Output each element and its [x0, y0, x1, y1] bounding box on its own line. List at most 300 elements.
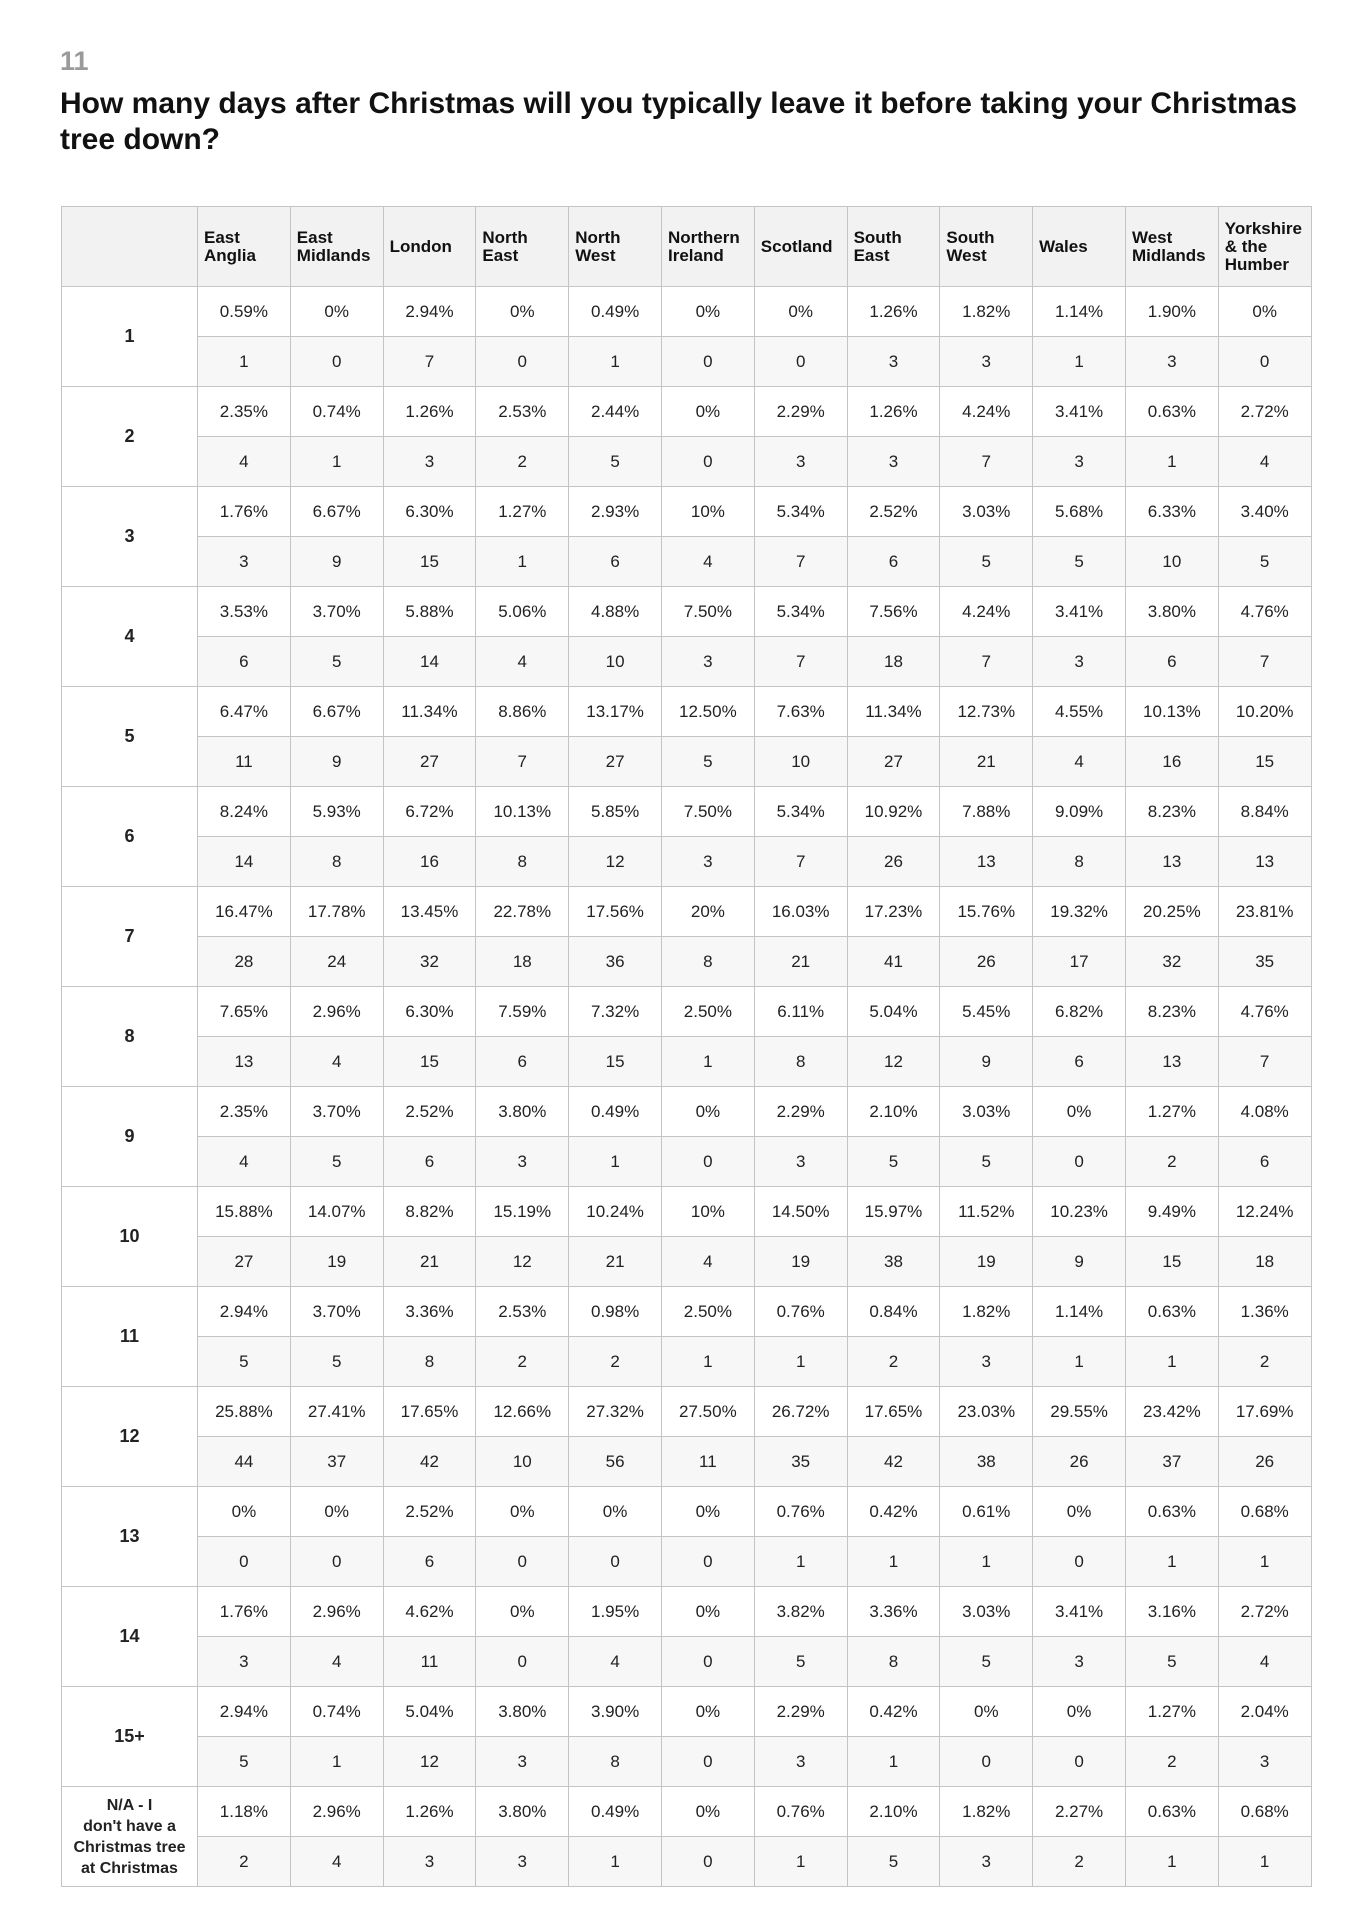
percent-cell: 6.11%: [754, 987, 847, 1037]
percent-cell: 17.23%: [847, 887, 940, 937]
percent-cell: 7.59%: [476, 987, 569, 1037]
percent-cell: 2.52%: [383, 1487, 476, 1537]
table-row-percent: [62, 1387, 1312, 1437]
count-cell: 4: [290, 1837, 383, 1887]
count-cell: 2: [1218, 1337, 1311, 1387]
table-body: [62, 287, 1312, 1887]
percent-cell: 2.04%: [1218, 1687, 1311, 1737]
count-cell: 2: [198, 1837, 291, 1887]
count-cell: 12: [476, 1237, 569, 1287]
percent-cell: 1.90%: [1125, 287, 1218, 337]
table-row-percent: [62, 687, 1312, 737]
percent-cell: 8.23%: [1125, 987, 1218, 1037]
count-cell: 4: [290, 1037, 383, 1087]
count-cell: 6: [1218, 1137, 1311, 1187]
percent-cell: 2.94%: [198, 1287, 291, 1337]
count-cell: 3: [476, 1737, 569, 1787]
count-cell: 0: [290, 337, 383, 387]
count-cell: 37: [290, 1437, 383, 1487]
percent-cell: 10.23%: [1033, 1187, 1126, 1237]
count-cell: 2: [1125, 1137, 1218, 1187]
percent-cell: 7.50%: [661, 587, 754, 637]
text-line: East: [204, 227, 240, 247]
percent-cell: 27.50%: [661, 1387, 754, 1437]
percent-cell: 0.61%: [940, 1487, 1033, 1537]
text-line: 7: [124, 926, 135, 946]
percent-cell: 2.44%: [569, 387, 662, 437]
count-cell: 8: [476, 837, 569, 887]
count-cell: 3: [383, 437, 476, 487]
percent-cell: 0.68%: [1218, 1487, 1311, 1537]
percent-cell: 17.78%: [290, 887, 383, 937]
count-cell: 0: [1033, 1137, 1126, 1187]
percent-cell: 0%: [940, 1687, 1033, 1737]
count-cell: 6: [569, 537, 662, 587]
count-cell: 6: [1033, 1037, 1126, 1087]
row-header: [62, 387, 198, 487]
percent-cell: 14.07%: [290, 1187, 383, 1237]
corner-cell: [62, 207, 198, 287]
count-cell: 41: [847, 937, 940, 987]
percent-cell: 3.90%: [569, 1687, 662, 1737]
count-cell: 3: [940, 337, 1033, 387]
percent-cell: 1.27%: [1125, 1687, 1218, 1737]
count-cell: 28: [198, 937, 291, 987]
percent-cell: 3.70%: [290, 1087, 383, 1137]
count-cell: 3: [383, 1837, 476, 1887]
percent-cell: 0.63%: [1125, 1287, 1218, 1337]
percent-cell: 27.32%: [569, 1387, 662, 1437]
percent-cell: 11.52%: [940, 1187, 1033, 1237]
percent-cell: 2.96%: [290, 987, 383, 1037]
count-cell: 1: [754, 1537, 847, 1587]
row-header: [62, 587, 198, 687]
count-cell: 5: [940, 1637, 1033, 1687]
count-cell: 16: [383, 837, 476, 887]
count-cell: 2: [1033, 1837, 1126, 1887]
count-cell: 6: [847, 537, 940, 587]
percent-cell: 5.34%: [754, 787, 847, 837]
percent-cell: 10.92%: [847, 787, 940, 837]
table-row-percent: [62, 487, 1312, 537]
row-header: [62, 1387, 198, 1487]
column-header: [383, 207, 476, 287]
column-header: [198, 207, 291, 287]
text-line: Scotland: [760, 236, 833, 256]
text-line: 1: [124, 326, 135, 346]
percent-cell: 0.68%: [1218, 1787, 1311, 1837]
count-cell: 1: [290, 437, 383, 487]
count-cell: 21: [754, 937, 847, 987]
text-line: 5: [124, 726, 135, 746]
count-cell: 18: [476, 937, 569, 987]
count-cell: 12: [383, 1737, 476, 1787]
percent-cell: 0.49%: [569, 1787, 662, 1837]
count-cell: 0: [661, 1537, 754, 1587]
percent-cell: 7.63%: [754, 687, 847, 737]
row-header: [62, 487, 198, 587]
percent-cell: 2.50%: [661, 1287, 754, 1337]
percent-cell: 2.96%: [290, 1587, 383, 1637]
count-cell: 5: [940, 1137, 1033, 1187]
percent-cell: 23.03%: [940, 1387, 1033, 1437]
count-cell: 10: [1125, 537, 1218, 587]
text-line: West: [946, 245, 987, 265]
count-cell: 27: [847, 737, 940, 787]
count-cell: 8: [847, 1637, 940, 1687]
count-cell: 6: [198, 637, 291, 687]
percent-cell: 26.72%: [754, 1387, 847, 1437]
percent-cell: 1.26%: [847, 387, 940, 437]
count-cell: 37: [1125, 1437, 1218, 1487]
count-cell: 32: [383, 937, 476, 987]
percent-cell: 0.49%: [569, 287, 662, 337]
count-cell: 1: [1218, 1837, 1311, 1887]
percent-cell: 15.76%: [940, 887, 1033, 937]
percent-cell: 5.06%: [476, 587, 569, 637]
percent-cell: 0.63%: [1125, 1787, 1218, 1837]
percent-cell: 2.29%: [754, 1687, 847, 1737]
percent-cell: 0%: [661, 1587, 754, 1637]
percent-cell: 13.45%: [383, 887, 476, 937]
row-header: [62, 1287, 198, 1387]
count-cell: 9: [1033, 1237, 1126, 1287]
percent-cell: 0.74%: [290, 387, 383, 437]
percent-cell: 0.63%: [1125, 387, 1218, 437]
count-cell: 2: [569, 1337, 662, 1387]
percent-cell: 5.45%: [940, 987, 1033, 1037]
percent-cell: 13.17%: [569, 687, 662, 737]
count-cell: 5: [1125, 1637, 1218, 1687]
percent-cell: 11.34%: [847, 687, 940, 737]
count-cell: 15: [383, 1037, 476, 1087]
percent-cell: 3.80%: [476, 1687, 569, 1737]
count-cell: 13: [940, 837, 1033, 887]
percent-cell: 1.14%: [1033, 287, 1126, 337]
count-cell: 1: [290, 1737, 383, 1787]
text-line: 3: [124, 526, 135, 546]
percent-cell: 0.42%: [847, 1687, 940, 1737]
count-cell: 1: [569, 337, 662, 387]
table-row-count: [62, 1337, 1312, 1387]
count-cell: 4: [1218, 437, 1311, 487]
percent-cell: 5.68%: [1033, 487, 1126, 537]
text-line: 12: [119, 1426, 140, 1446]
percent-cell: 8.82%: [383, 1187, 476, 1237]
column-header: [290, 207, 383, 287]
count-cell: 4: [198, 1137, 291, 1187]
percent-cell: 0.59%: [198, 287, 291, 337]
percent-cell: 4.62%: [383, 1587, 476, 1637]
percent-cell: 0.76%: [754, 1787, 847, 1837]
percent-cell: 5.04%: [383, 1687, 476, 1737]
table-row-percent: [62, 1787, 1312, 1837]
count-cell: 0: [476, 1637, 569, 1687]
count-cell: 1: [569, 1837, 662, 1887]
text-line: 8: [124, 1026, 135, 1046]
count-cell: 10: [754, 737, 847, 787]
percent-cell: 2.96%: [290, 1787, 383, 1837]
percent-cell: 5.88%: [383, 587, 476, 637]
count-cell: 10: [476, 1437, 569, 1487]
percent-cell: 0.76%: [754, 1487, 847, 1537]
percent-cell: 23.81%: [1218, 887, 1311, 937]
count-cell: 3: [198, 1637, 291, 1687]
row-header: [62, 987, 198, 1087]
count-cell: 35: [1218, 937, 1311, 987]
text-line: 2: [124, 426, 135, 446]
count-cell: 21: [383, 1237, 476, 1287]
percent-cell: 8.86%: [476, 687, 569, 737]
percent-cell: 8.23%: [1125, 787, 1218, 837]
percent-cell: 5.34%: [754, 587, 847, 637]
count-cell: 1: [1125, 1337, 1218, 1387]
percent-cell: 6.72%: [383, 787, 476, 837]
percent-cell: 0%: [754, 287, 847, 337]
count-cell: 6: [1125, 637, 1218, 687]
count-cell: 18: [847, 637, 940, 687]
count-cell: 3: [1218, 1737, 1311, 1787]
count-cell: 4: [1218, 1637, 1311, 1687]
percent-cell: 1.27%: [476, 487, 569, 537]
percent-cell: 0.76%: [754, 1287, 847, 1337]
count-cell: 0: [661, 437, 754, 487]
percent-cell: 0%: [661, 1687, 754, 1737]
percent-cell: 4.76%: [1218, 587, 1311, 637]
percent-cell: 0%: [1033, 1487, 1126, 1537]
count-cell: 3: [476, 1137, 569, 1187]
percent-cell: 10.13%: [1125, 687, 1218, 737]
percent-cell: 8.24%: [198, 787, 291, 837]
count-cell: 5: [940, 537, 1033, 587]
percent-cell: 0%: [661, 1087, 754, 1137]
percent-cell: 7.88%: [940, 787, 1033, 837]
percent-cell: 11.34%: [383, 687, 476, 737]
count-cell: 0: [476, 1537, 569, 1587]
count-cell: 0: [198, 1537, 291, 1587]
text-line: Wales: [1039, 236, 1088, 256]
percent-cell: 20%: [661, 887, 754, 937]
count-cell: 8: [290, 837, 383, 887]
table-row-count: [62, 1137, 1312, 1187]
text-line: 10: [119, 1226, 140, 1246]
percent-cell: 2.72%: [1218, 387, 1311, 437]
row-header: [62, 887, 198, 987]
text-line: Midlands: [296, 245, 371, 265]
count-cell: 6: [383, 1137, 476, 1187]
percent-cell: 5.93%: [290, 787, 383, 837]
count-cell: 8: [569, 1737, 662, 1787]
percent-cell: 0%: [1033, 1687, 1126, 1737]
count-cell: 3: [476, 1837, 569, 1887]
percent-cell: 2.72%: [1218, 1587, 1311, 1637]
table-row-count: [62, 1437, 1312, 1487]
header-row: [62, 207, 1312, 287]
count-cell: 2: [476, 1337, 569, 1387]
text-line: 14: [119, 1626, 140, 1646]
percent-cell: 19.32%: [1033, 887, 1126, 937]
count-cell: 6: [476, 1037, 569, 1087]
percent-cell: 1.76%: [198, 1587, 291, 1637]
count-cell: 1: [754, 1837, 847, 1887]
percent-cell: 23.42%: [1125, 1387, 1218, 1437]
count-cell: 4: [198, 437, 291, 487]
count-cell: 1: [1125, 437, 1218, 487]
percent-cell: 0%: [661, 287, 754, 337]
count-cell: 3: [754, 437, 847, 487]
table-row-count: [62, 437, 1312, 487]
table-row-percent: [62, 387, 1312, 437]
count-cell: 2: [847, 1337, 940, 1387]
percent-cell: 3.53%: [198, 587, 291, 637]
percent-cell: 1.76%: [198, 487, 291, 537]
count-cell: 17: [1033, 937, 1126, 987]
percent-cell: 10.24%: [569, 1187, 662, 1237]
percent-cell: 2.53%: [476, 387, 569, 437]
percent-cell: 6.67%: [290, 687, 383, 737]
count-cell: 6: [383, 1537, 476, 1587]
count-cell: 2: [1125, 1737, 1218, 1787]
percent-cell: 12.73%: [940, 687, 1033, 737]
count-cell: 7: [1218, 637, 1311, 687]
count-cell: 0: [1033, 1537, 1126, 1587]
count-cell: 0: [569, 1537, 662, 1587]
percent-cell: 1.82%: [940, 1787, 1033, 1837]
count-cell: 3: [940, 1337, 1033, 1387]
count-cell: 3: [847, 337, 940, 387]
count-cell: 26: [1218, 1437, 1311, 1487]
percent-cell: 3.40%: [1218, 487, 1311, 537]
percent-cell: 0.42%: [847, 1487, 940, 1537]
count-cell: 21: [940, 737, 1033, 787]
count-cell: 5: [198, 1337, 291, 1387]
row-header: [62, 687, 198, 787]
count-cell: 1: [1125, 1537, 1218, 1587]
count-cell: 1: [754, 1337, 847, 1387]
count-cell: 8: [754, 1037, 847, 1087]
count-cell: 0: [661, 1737, 754, 1787]
percent-cell: 17.65%: [847, 1387, 940, 1437]
percent-cell: 0%: [198, 1487, 291, 1537]
percent-cell: 12.66%: [476, 1387, 569, 1437]
count-cell: 7: [754, 537, 847, 587]
percent-cell: 1.14%: [1033, 1287, 1126, 1337]
percent-cell: 0%: [569, 1487, 662, 1537]
percent-cell: 1.36%: [1218, 1287, 1311, 1337]
percent-cell: 6.47%: [198, 687, 291, 737]
percent-cell: 15.88%: [198, 1187, 291, 1237]
percent-cell: 20.25%: [1125, 887, 1218, 937]
count-cell: 14: [383, 637, 476, 687]
text-line: 6: [124, 826, 135, 846]
text-line: 4: [124, 626, 135, 646]
text-line: Christmas tree: [73, 1838, 186, 1856]
row-header: [62, 1187, 198, 1287]
percent-cell: 6.82%: [1033, 987, 1126, 1037]
table-row-count: [62, 937, 1312, 987]
percent-cell: 1.26%: [383, 1787, 476, 1837]
count-cell: 0: [661, 337, 754, 387]
percent-cell: 0%: [476, 287, 569, 337]
count-cell: 3: [1033, 1637, 1126, 1687]
row-header: [62, 1487, 198, 1587]
table-row-count: [62, 1837, 1312, 1887]
count-cell: 0: [754, 337, 847, 387]
percent-cell: 0%: [1033, 1087, 1126, 1137]
text-line: London: [389, 236, 452, 256]
count-cell: 5: [754, 1637, 847, 1687]
percent-cell: 16.03%: [754, 887, 847, 937]
row-header: [62, 1087, 198, 1187]
column-header: [940, 207, 1033, 287]
column-header: [1218, 207, 1311, 287]
count-cell: 1: [1033, 337, 1126, 387]
table-row-percent: [62, 587, 1312, 637]
count-cell: 38: [847, 1237, 940, 1287]
table-row-count: [62, 337, 1312, 387]
count-cell: 13: [1218, 837, 1311, 887]
count-cell: 36: [569, 937, 662, 987]
percent-cell: 8.84%: [1218, 787, 1311, 837]
count-cell: 3: [1033, 437, 1126, 487]
percent-cell: 0%: [290, 287, 383, 337]
percent-cell: 16.47%: [198, 887, 291, 937]
percent-cell: 3.41%: [1033, 1587, 1126, 1637]
percent-cell: 0.98%: [569, 1287, 662, 1337]
count-cell: 13: [198, 1037, 291, 1087]
percent-cell: 2.53%: [476, 1287, 569, 1337]
percent-cell: 22.78%: [476, 887, 569, 937]
percent-cell: 3.70%: [290, 1287, 383, 1337]
percent-cell: 0.63%: [1125, 1487, 1218, 1537]
percent-cell: 0%: [290, 1487, 383, 1537]
count-cell: 1: [940, 1537, 1033, 1587]
percent-cell: 12.50%: [661, 687, 754, 737]
percent-cell: 2.29%: [754, 1087, 847, 1137]
percent-cell: 1.26%: [383, 387, 476, 437]
count-cell: 12: [569, 837, 662, 887]
text-line: at Christmas: [81, 1859, 178, 1877]
percent-cell: 1.26%: [847, 287, 940, 337]
percent-cell: 2.10%: [847, 1087, 940, 1137]
count-cell: 24: [290, 937, 383, 987]
count-cell: 15: [1218, 737, 1311, 787]
count-cell: 21: [569, 1237, 662, 1287]
column-header: [476, 207, 569, 287]
count-cell: 27: [198, 1237, 291, 1287]
percent-cell: 2.94%: [198, 1687, 291, 1737]
table-row-count: [62, 837, 1312, 887]
count-cell: 4: [290, 1637, 383, 1687]
count-cell: 5: [569, 437, 662, 487]
percent-cell: 2.35%: [198, 387, 291, 437]
count-cell: 11: [383, 1637, 476, 1687]
count-cell: 8: [1033, 837, 1126, 887]
column-header: [1033, 207, 1126, 287]
text-line: South: [946, 227, 995, 247]
column-header: [1125, 207, 1218, 287]
text-line: East: [482, 245, 519, 265]
table-row-count: [62, 537, 1312, 587]
count-cell: 9: [290, 737, 383, 787]
percent-cell: 3.41%: [1033, 387, 1126, 437]
count-cell: 3: [661, 637, 754, 687]
percent-cell: 29.55%: [1033, 1387, 1126, 1437]
count-cell: 26: [940, 937, 1033, 987]
table-row-percent: [62, 1287, 1312, 1337]
text-line: 9: [124, 1126, 135, 1146]
count-cell: 7: [940, 437, 1033, 487]
